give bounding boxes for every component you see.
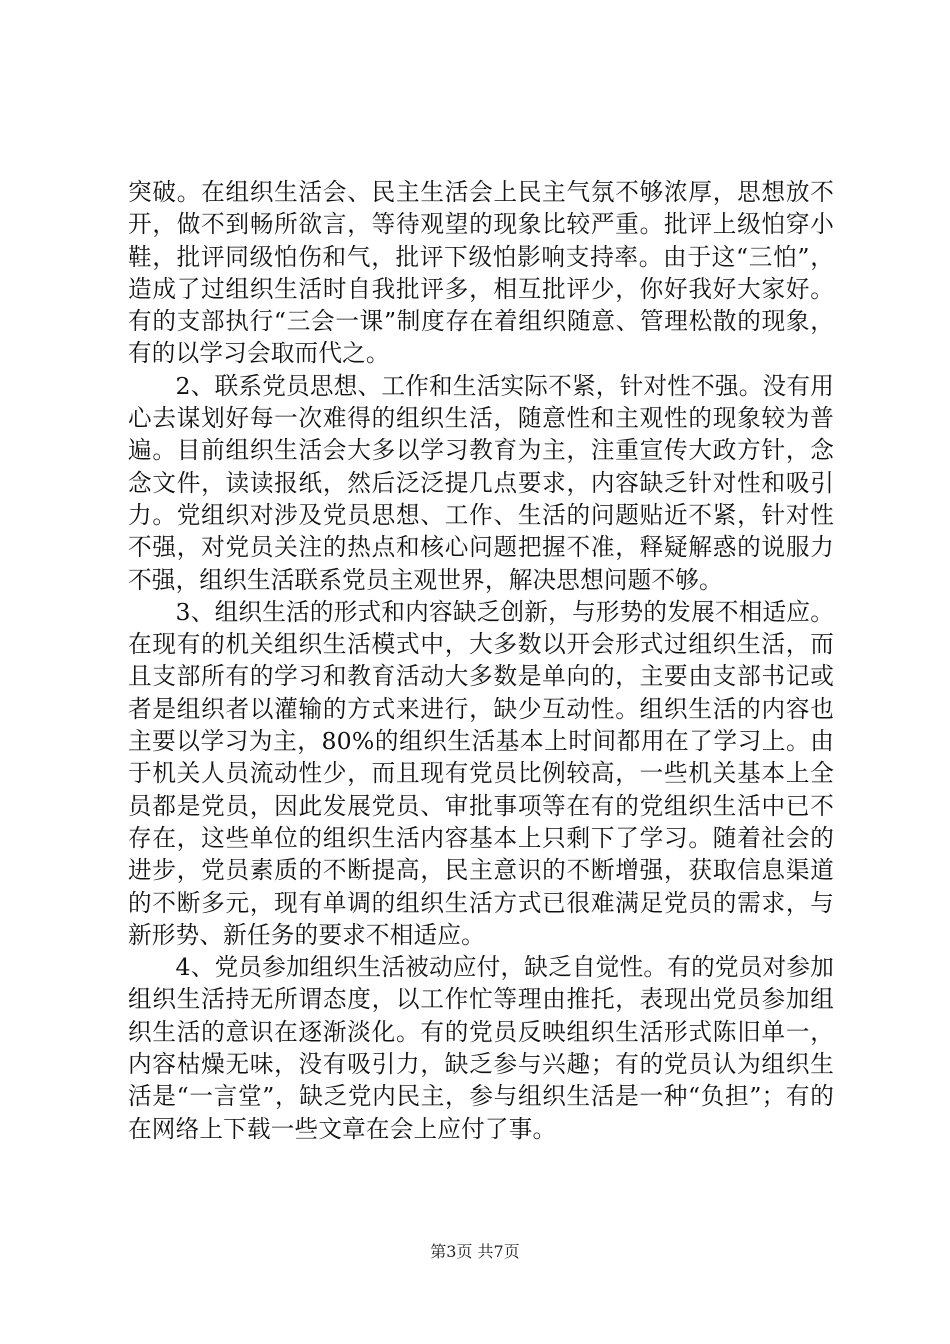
paragraph-point-4: 4、党员参加组织生活被动应付，缺乏自觉性。有的党员对参加组织生活持无所谓态度，以工作忙等理由推托，表现出党员参加组织生活的意识在逐渐淡化。有的党员反映组织生活形式陈旧单一，内容枯燥无味，没有吸引力，缺乏参与兴趣；有的党员认为组织生活是“一言堂”，缺乏党内民主，参与组织生活是一种“负担”；有的在网络上下载一些文章在会上应付了事。 xyxy=(128,953,834,1143)
document-body xyxy=(128,176,834,1145)
page-number-footer: 第3页 共7页 xyxy=(430,1242,520,1261)
paragraph-continuation: 突破。在组织生活会、民主生活会上民主气氛不够浓厚，思想放不开，做不到畅所欲言，等待观望的现象比较严重。批评上级怕穿小鞋，批评同级怕伤和气，批评下级怕影响支持率。由于这“三怕”，造成了过组织生活时自我批评多，相互批评少，你好我好大家好。有的支部执行“三会一课”制度存在着组织随意、管理松散的现象，有的以学习会取而代之。 xyxy=(128,178,834,368)
paragraph-point-2: 2、联系党员思想、工作和生活实际不紧，针对性不强。没有用心去谋划好每一次难得的组织生活，随意性和主观性的现象较为普遍。目前组织生活会大多以学习教育为主，注重宣传大政方针，念念文件，读读报纸，然后泛泛提几点要求，内容缺乏针对性和吸引力。党组织对涉及党员思想、工作、生活的问题贴近不紧，针对性不强，对党员关注的热点和核心问题把握不准，释疑解惑的说服力不强，组织生活联系党员主观世界，解决思想问题不够。 xyxy=(128,371,834,594)
paragraph-point-3: 3、组织生活的形式和内容缺乏创新，与形势的发展不相适应。在现有的机关组织生活模式中，大多数以开会形式过组织生活，而且支部所有的学习和教育活动大多数是单向的，主要由支部书记或者是组织者以灌输的方式来进行，缺少互动性。组织生活的内容也主要以学习为主，80%的组织生活基本上时间都用在了学习上。由于机关人员流动性少，而且现有党员比例较高，一些机关基本上全员都是党员，因此发展党员、审批事项等在有的党组织生活中已不存在，这些单位的组织生活内容基本上只剩下了学习。随着社会的进步，党员素质的不断提高，民主意识的不断增强，获取信息渠道的不断多元，现有单调的组织生活方式已很难满足党员的需求，与新形势、新任务的要求不相适应。 xyxy=(128,597,834,949)
